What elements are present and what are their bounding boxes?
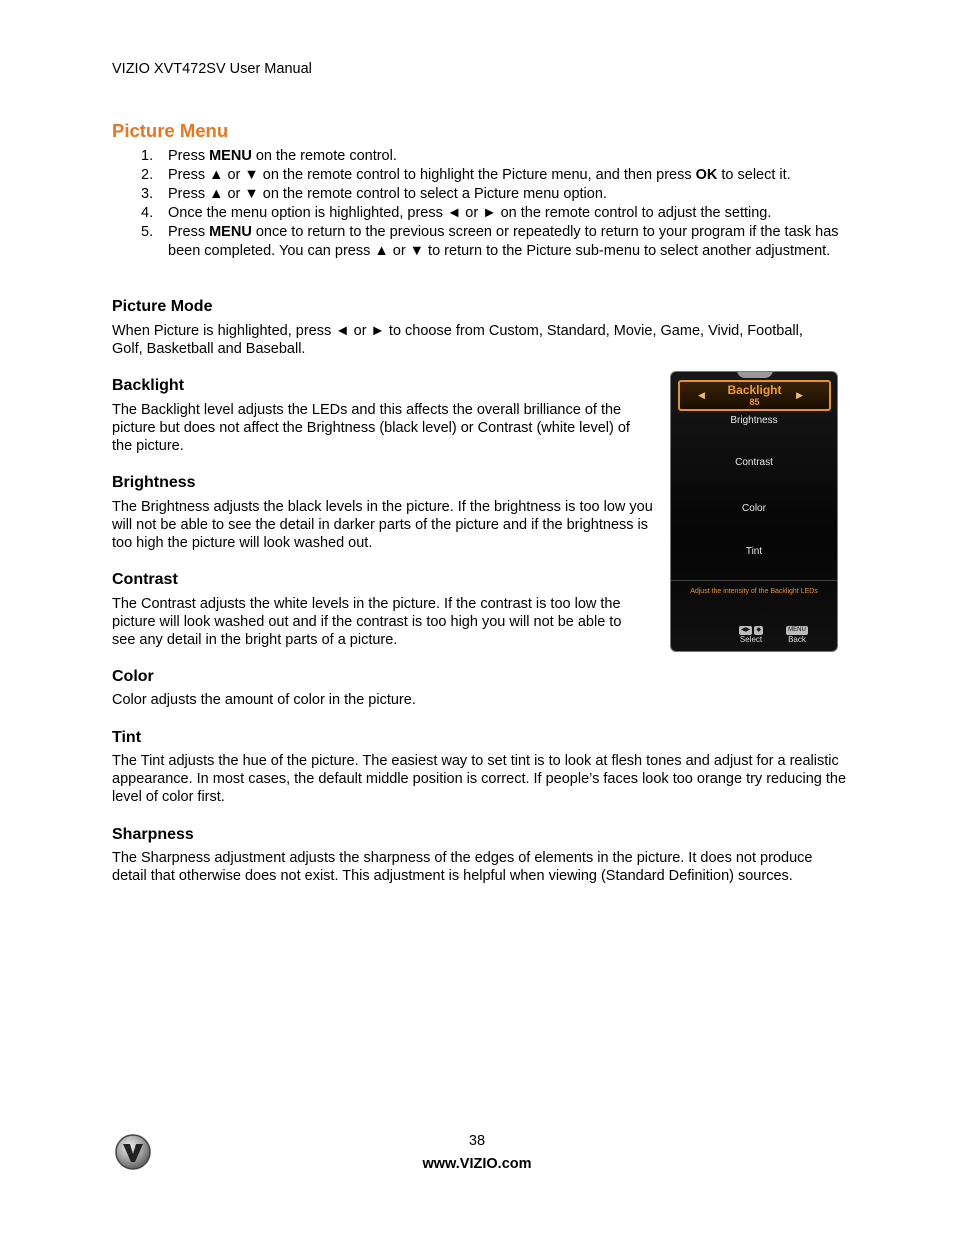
paragraph-picture-mode: When Picture is highlighted, press ◄ or ► to choose from Custom, Standard, Movie, Game, Vivid, Football, Golf, Basketball and Baseball. xyxy=(112,323,803,357)
select-control xyxy=(735,624,767,644)
menu-item-contrast: Contrast xyxy=(735,457,773,468)
menu-divider xyxy=(671,580,837,581)
paragraph-tint: The Tint adjusts the hue of the picture. The easiest way to set tint is to look at flesh tones and adjust for a realistic appearance. In most cases, the default middle position is correct. If people’s faces look too orange try reducing the level of color first. xyxy=(112,753,847,805)
page-number: 38 xyxy=(468,1133,486,1149)
back-label: Back xyxy=(788,635,806,644)
section-title: Picture Menu xyxy=(112,120,229,141)
subsection-title-backlight: Backlight xyxy=(112,377,185,394)
manual-title: VIZIO XVT472SV User Manual xyxy=(112,61,312,77)
paragraph-color: Color adjusts the amount of color in the picture. xyxy=(112,692,416,708)
menu-top-notch xyxy=(737,371,773,378)
steps-list xyxy=(112,147,847,261)
subsection-title-tint: Tint xyxy=(112,729,142,746)
paragraph-sharpness: The Sharpness adjustment adjusts the sharpness of the edges of elements in the picture. It does not produce detail that otherwise does not exist. This adjustment is helpful when viewing (Standard Definition) sources. xyxy=(112,850,813,884)
list-item: 5. Press MENU once to return to the previous screen or repeatedly to return to your program if the task has been completed. You can press ▲ or ▼ to return to the Picture sub-menu to select another adjustment. xyxy=(141,224,839,259)
selected-item-value: 85 xyxy=(749,397,760,407)
menu-hint-text: Adjust the intensity of the Backlight LEDs xyxy=(690,588,818,595)
subsection-title-picture-mode: Picture Mode xyxy=(112,298,213,315)
paragraph-brightness: The Brightness adjusts the black levels in the picture. If the brightness is too low you will not be able to see the detail in darker parts of the picture and if the brightness is too high the picture will look washed out. xyxy=(112,499,653,551)
left-arrow-icon: ◀ xyxy=(698,390,705,400)
paragraph-contrast: The Contrast adjusts the white levels in the picture. If the contrast is too low the picture will look washed out and if the contrast is too high you will not be able to see any detail in the bright parts of a picture. xyxy=(112,596,622,648)
menu-key-icon: MENU xyxy=(788,627,806,633)
selected-item-label: Backlight xyxy=(727,383,782,397)
menu-item-brightness: Brightness xyxy=(730,415,778,426)
subsection-title-brightness: Brightness xyxy=(112,474,196,491)
menu-item-tint: Tint xyxy=(745,546,763,557)
select-keys-icon: ◀▶ ◆ xyxy=(740,627,762,633)
menu-item-color: Color xyxy=(742,503,766,514)
list-item: 4. Once the menu option is highlighted, press ◄ or ► on the remote control to adjust the setting. xyxy=(141,205,772,221)
list-item: 3. Press ▲ or ▼ on the remote control to select a Picture menu option. xyxy=(141,186,607,202)
select-label: Select xyxy=(739,635,763,644)
list-item: 2. Press ▲ or ▼ on the remote control to highlight the Picture menu, and then press OK to select it. xyxy=(141,167,791,183)
subsection-title-sharpness: Sharpness xyxy=(112,826,194,843)
paragraph-backlight: The Backlight level adjusts the LEDs and this affects the overall brilliance of the picture but does not affect the Brightness (black level) or Contrast (white level) of the picture. xyxy=(112,402,630,454)
footer-url: www.VIZIO.com xyxy=(422,1156,532,1172)
tv-picture-menu-screenshot xyxy=(670,371,838,652)
back-control xyxy=(781,624,813,644)
list-item: 1. Press MENU on the remote control. xyxy=(141,148,397,164)
selected-menu-item-backlight xyxy=(678,380,831,411)
right-arrow-icon: ▶ xyxy=(796,390,803,400)
subsection-title-contrast: Contrast xyxy=(112,571,178,588)
subsection-title-color: Color xyxy=(112,668,154,685)
